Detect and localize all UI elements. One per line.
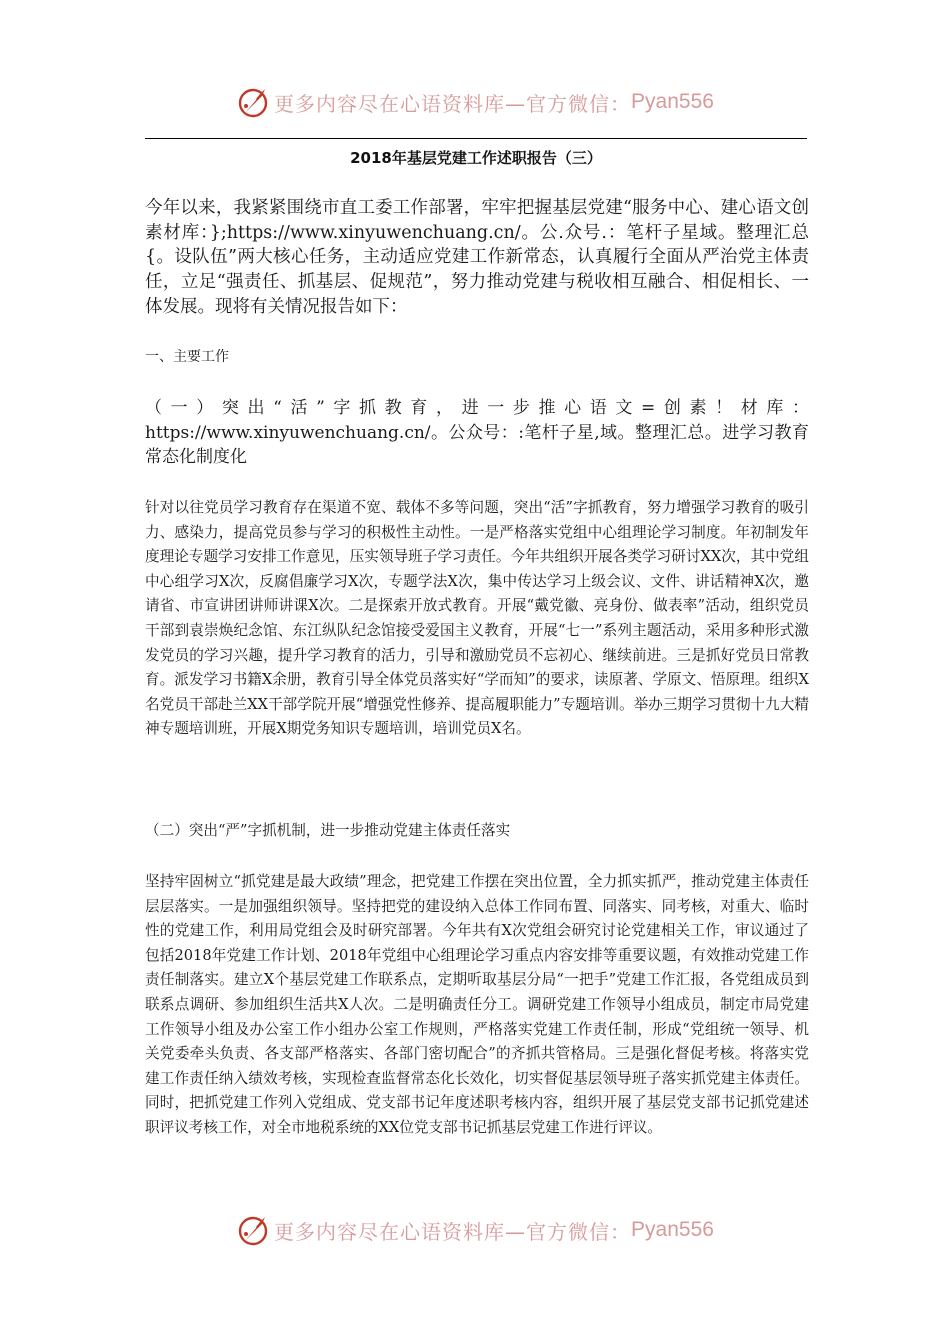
mechanism-body-paragraph: 坚持牢固树立“抓党建是最大政绩”理念，把党建工作摆在突出位置，全力抓实抓严，推动党建主体责任层层落实。一是加强组织领导。坚持把党的建设纳入总体工作同布置、同落实、同考核，对重大、临时性的党建工作，利用局党组会及时研究部署。今年共有X次党组会研究讨论党建相关工作，审议通过了包括2018年党建工作计划、2018年党组中心组理论学习重点内容安排等重要议题，有效推动党建工作责任制落实。建立X个基层党建工作联系点，定期听取基层分局“一把手”党建工作汇报，各党组成员到联系点调研、参加组织生活共X人次。二是明确责任分工。调研党建工作领导小组成员，制定市局党建工作领导小组及办公室工作小组办公室工作规则，严格落实党建工作责任制，形成“党组统一领导、机关党委牵头负责、各支部严格落实、各部门密切配合”的齐抓共管格局。三是强化督促考核。将落实党建工作责任纳入绩效考核，实现检查监督常态化长效化，切实督促基层领导班子落实抓党建主体责任。同时，把抓党建工作列入党组成、党支部书记年度述职考核内容，组织开展了基层党支部书记抓党建述职评议考核工作，对全市地税系统的XX位党支部书记抓基层党建工作进行评议。 bbox=[145, 873, 809, 1136]
quill-logo-icon bbox=[236, 85, 270, 119]
header-banner-content bbox=[236, 85, 714, 119]
quill-logo-icon bbox=[236, 1213, 270, 1247]
footer-banner bbox=[0, 1210, 950, 1250]
header-banner-text: 更多内容尽在心语资料库—官方微信： bbox=[274, 91, 632, 116]
subsection-heading-education: （一）突出“活”字抓教育，进一步推心语文=创素！材库：https://www.xinyuwenchuang.cn/。公众号：:笔杆子星,域。整理汇总。进学习教育常态化制度化 bbox=[145, 398, 809, 467]
header-banner bbox=[0, 82, 950, 122]
footer-banner-account: Pyan556 bbox=[631, 1218, 714, 1241]
footer-banner-content bbox=[236, 1213, 714, 1247]
section-heading-main-work: 一、主要工作 bbox=[145, 349, 229, 365]
document-title: 2018年基层党建工作述职报告（三） bbox=[350, 149, 602, 167]
subsection-heading-mechanism: （二）突出“严”字抓机制，进一步推动党建主体责任落实 bbox=[145, 822, 511, 839]
footer-banner-text: 更多内容尽在心语资料库—官方微信： bbox=[274, 1219, 632, 1244]
header-rule bbox=[145, 138, 807, 139]
intro-paragraph: 今年以来，我紧紧围绕市直工委工作部署，牢牢把握基层党建“服务中心、建心语文创素材库：};https://www.xinyuwenchuang.cn/。公.众号.：笔杆子星域。整理汇总{。设队伍”两大核心任务，主动适应党建工作新常态，认真履行全面从严治党主体责任，立足“强责任、抓基层、促规范”，努力推动党建与税收相互融合、相促相长、一体发展。现将有关情况报告如下： bbox=[145, 198, 809, 317]
education-body-paragraph: 针对以往党员学习教育存在渠道不宽、载体不多等问题，突出“活”字抓教育，努力增强学习教育的吸引力、感染力，提高党员参与学习的积极性主动性。一是严格落实党组中心组理论学习制度。年初制发年度理论专题学习安排工作意见，压实领导班子学习责任。今年共组织开展各类学习研讨XX次，其中党组中心组学习X次，反腐倡廉学习X次，专题学法X次，集中传达学习上级会议、文件、讲话精神X次，邀请省、市宣讲团讲师讲课X次。二是探索开放式教育。开展“戴党徽、亮身份、做表率”活动，组织党员干部到袁崇焕纪念馆、东江纵队纪念馆接受爱国主义教育，开展“七一”系列主题活动，采用多种形式激发党员的学习兴趣，提升学习教育的活力，引导和激励党员不忘初心、继续前进。三是抓好党员日常教育。派发学习书籍X余册，教育引导全体党员落实好“学而知”的要求，读原著、学原文、悟原理。组织X名党员干部赴兰XX干部学院开展“增强党性修养、提高履职能力”专题培训。举办三期学习贯彻十九大精神专题培训班，开展X期党务知识专题培训，培训党员X名。 bbox=[145, 499, 809, 738]
header-banner-account: Pyan556 bbox=[631, 90, 714, 113]
